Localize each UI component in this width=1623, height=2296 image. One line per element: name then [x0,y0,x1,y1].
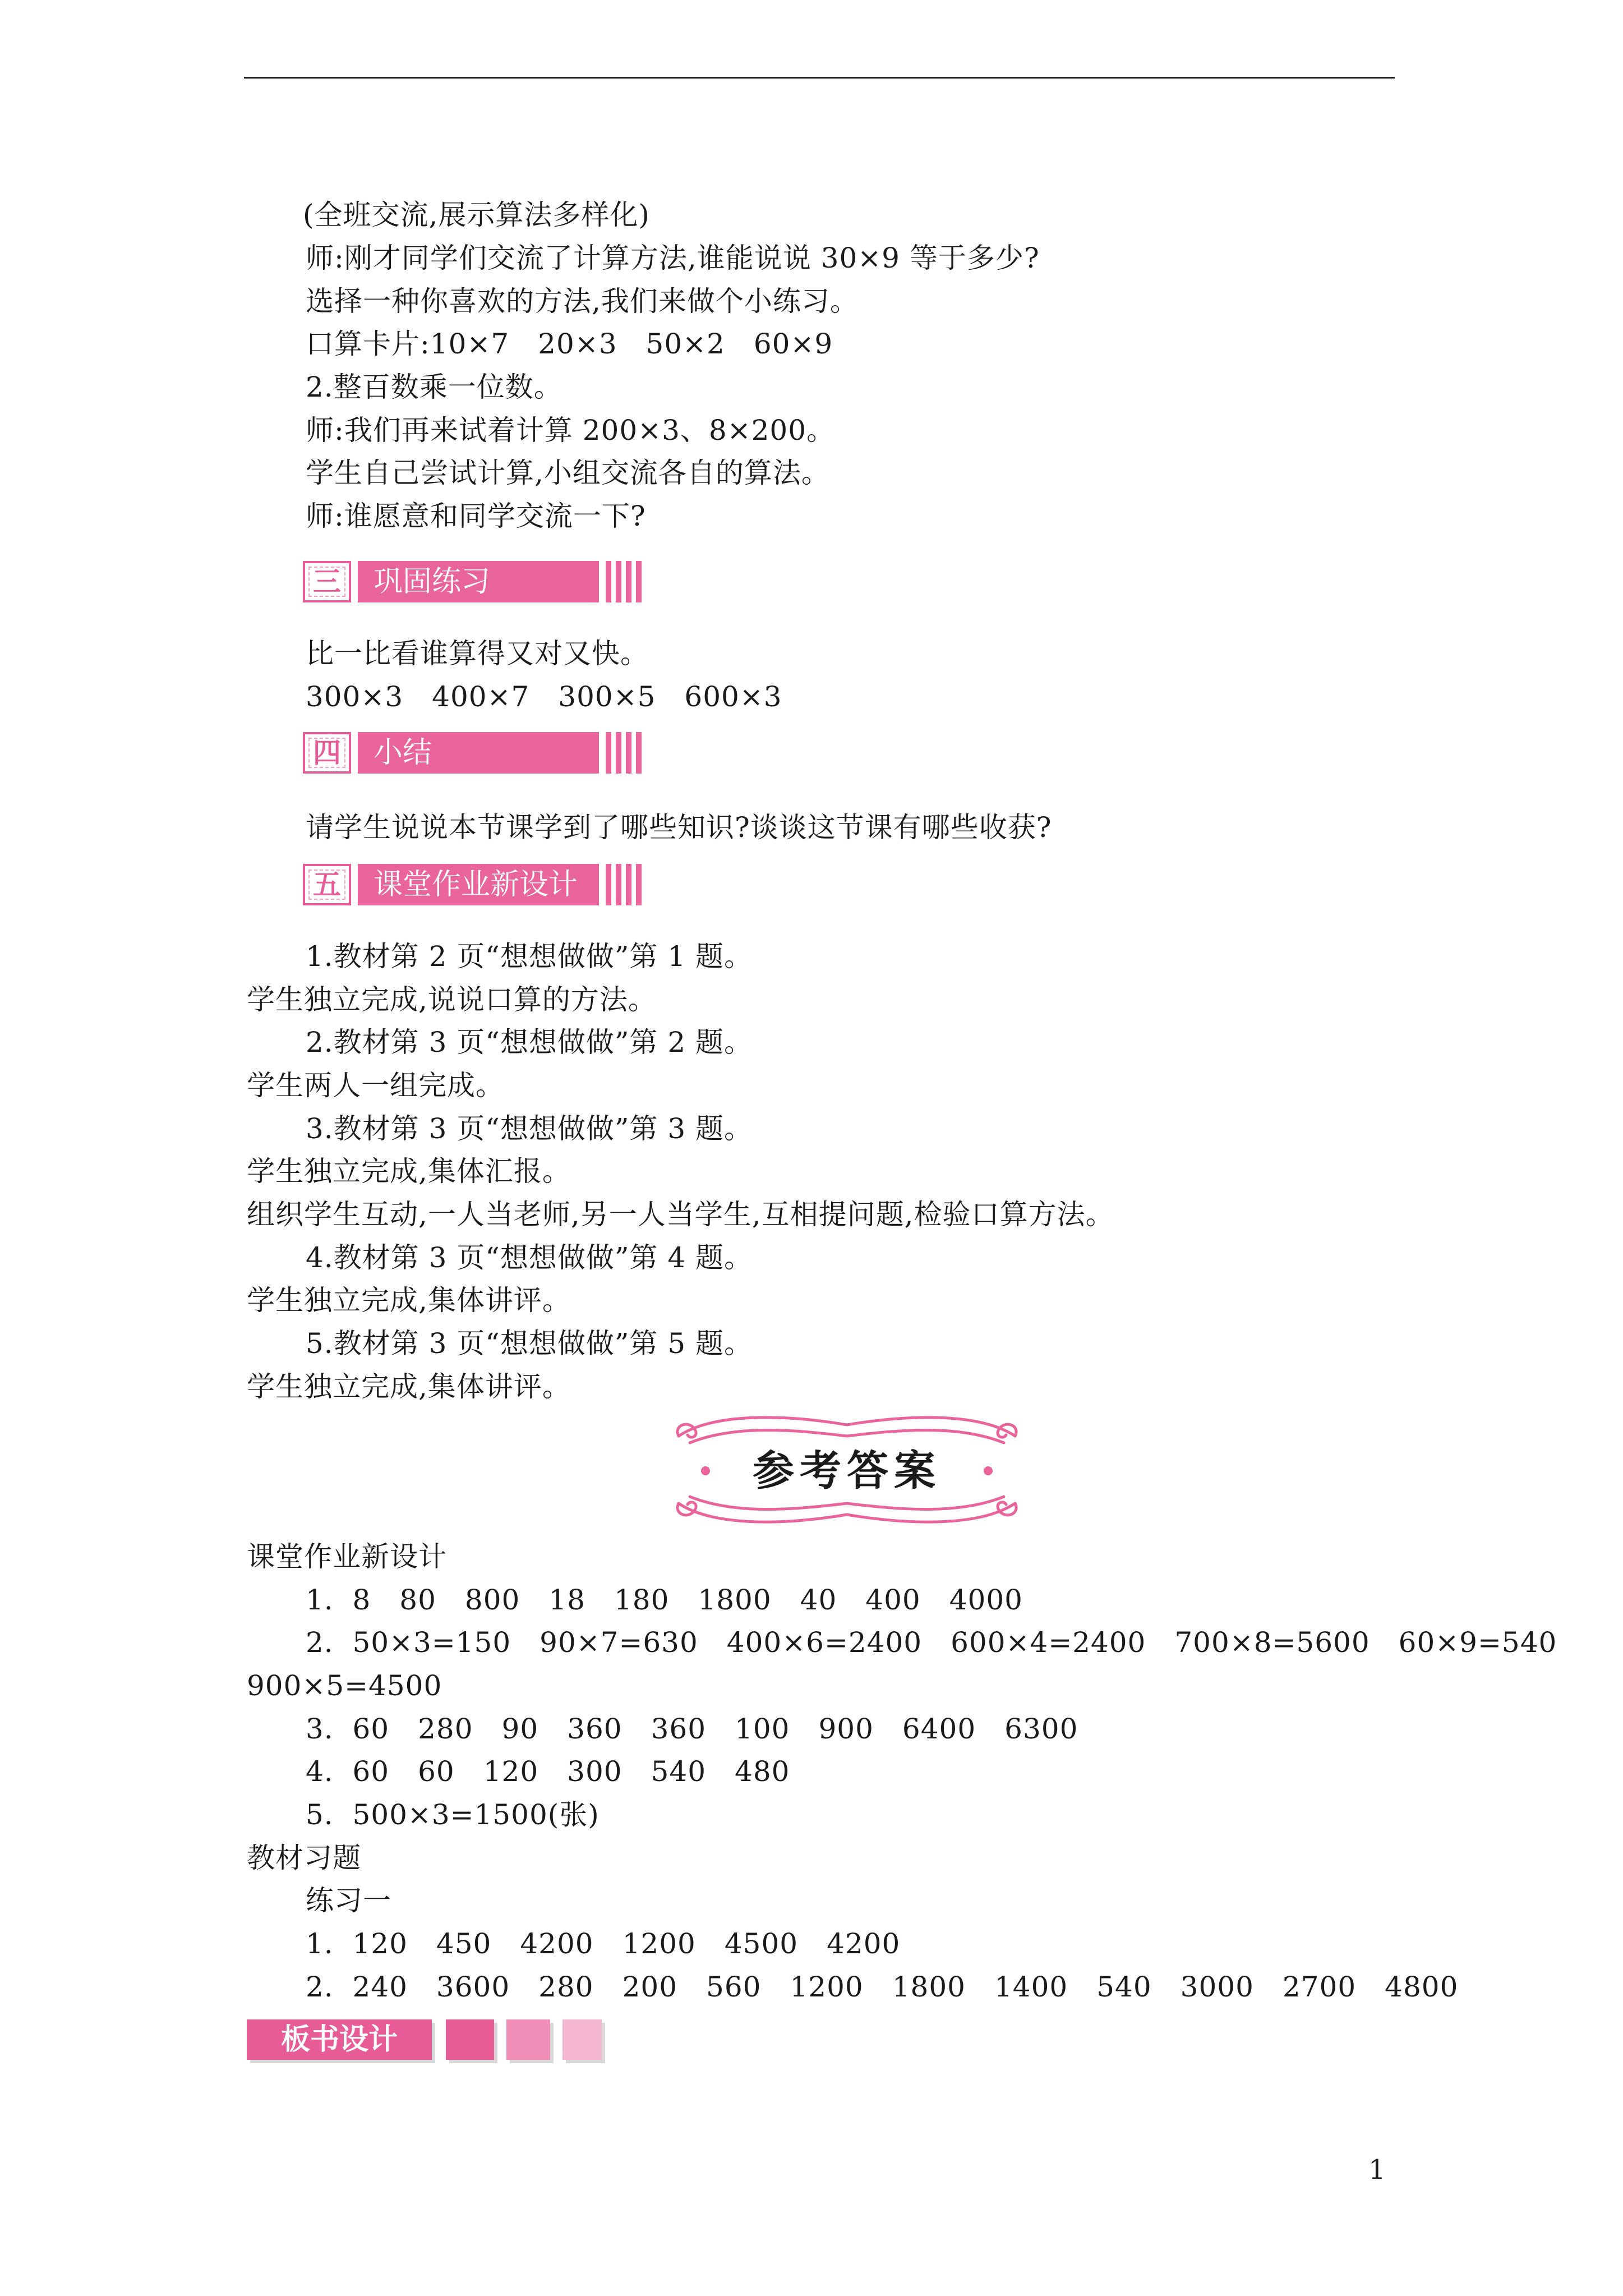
text-line: 练习一 [306,1884,391,1917]
text-line: 4. 60 60 120 300 540 480 [306,1755,790,1788]
board-design-label: 板书设计 [247,2019,432,2060]
text-line: 1. 120 450 4200 1200 4500 4200 [306,1927,901,1960]
banner-stripe [606,864,611,905]
section-title: 小结 [358,732,599,774]
banner-stripe [616,864,621,905]
text-line: 师:刚才同学们交流了计算方法,谁能说说 30×9 等于多少? [306,242,1040,274]
decor-square [506,2019,550,2060]
text-line: 4.教材第 3 页“想想做做”第 4 题。 [306,1241,753,1274]
text-line: (全班交流,展示算法多样化) [303,199,650,231]
text-line: 1. 8 80 800 18 180 1800 40 400 4000 [306,1584,1023,1616]
text-line: 2.整百数乘一位数。 [306,371,562,403]
text-line: 1.教材第 2 页“想想做做”第 1 题。 [306,940,753,973]
text-line: 学生独立完成,集体汇报。 [247,1155,571,1188]
text-line: 5. 500×3=1500(张) [306,1798,600,1831]
text-line: 3. 60 280 90 360 360 100 900 6400 6300 [306,1713,1078,1745]
text-line: 口算卡片:10×7 20×3 50×2 60×9 [306,328,833,360]
banner-stripe [606,732,611,774]
page-number: 1 [1368,2154,1386,2185]
text-line: 3.教材第 3 页“想想做做”第 3 题。 [306,1112,753,1145]
decor-square [446,2019,494,2060]
text-line: 900×5=4500 [247,1669,442,1702]
section-title: 课堂作业新设计 [358,864,599,905]
banner-stripe [636,561,642,602]
banner-stripe [626,561,631,602]
text-line: 2.教材第 3 页“想想做做”第 2 题。 [306,1026,753,1059]
text-line: 2. 50×3=150 90×7=630 400×6=2400 600×4=2400 700×8=5600 60×9=540 [306,1626,1557,1659]
banner-stripe [606,561,611,602]
banner-stripe [616,561,621,602]
text-line: 5.教材第 3 页“想想做做”第 5 题。 [306,1327,753,1360]
section-title: 巩固练习 [358,561,599,602]
top-rule [244,77,1395,79]
section-number: 三 [303,561,351,602]
banner-stripe [636,732,642,774]
banner-stripe [616,732,621,774]
text-line: 选择一种你喜欢的方法,我们来做个小练习。 [306,285,859,318]
answers-ornament [667,1402,1026,1537]
text-line: 教材习题 [247,1842,361,1874]
text-line: 学生自己尝试计算,小组交流各自的算法。 [306,457,830,489]
text-line: 师:谁愿意和同学交流一下? [306,500,646,532]
section-number: 四 [303,732,351,774]
banner-stripe [636,864,642,905]
text-line: 组织学生互动,一人当老师,另一人当学生,互相提问题,检验口算方法。 [247,1198,1114,1231]
text-line: 课堂作业新设计 [247,1540,447,1573]
section-number: 五 [303,864,351,905]
text-line: 师:我们再来试着计算 200×3、8×200。 [306,414,836,447]
text-line: 学生独立完成,集体讲评。 [247,1370,571,1403]
text-line: 学生独立完成,说说口算的方法。 [247,983,657,1016]
text-line: 学生独立完成,集体讲评。 [247,1284,571,1317]
text-line: 2. 240 3600 280 200 560 1200 1800 1400 540 3000 2700 4800 [306,1971,1459,2003]
text-line: 300×3 400×7 300×5 600×3 [306,680,782,713]
banner-stripe [626,864,631,905]
decor-square [562,2019,602,2060]
banner-stripe [626,732,631,774]
text-line: 比一比看谁算得又对又快。 [306,637,649,670]
text-line: 请学生说说本节课学到了哪些知识?谈谈这节课有哪些收获? [306,811,1052,844]
answers-title: 参考答案 [753,1447,941,1495]
text-line: 学生两人一组完成。 [247,1069,504,1102]
